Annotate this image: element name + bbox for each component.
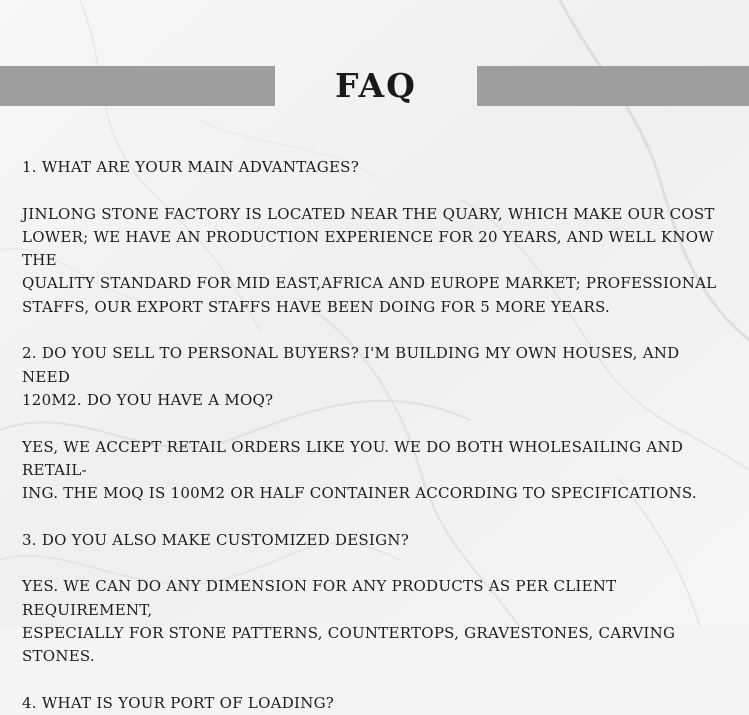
faq-question-2: 2. DO YOU SELL TO PERSONAL BUYERS? I'M BUILDING MY OWN HOUSES, AND NEED 120M2. DO YOU HAVE A MOQ? (22, 344, 680, 409)
faq-list (22, 156, 732, 715)
faq-question-3: 3. DO YOU ALSO MAKE CUSTOMIZED DESIGN? (22, 530, 410, 549)
header-bar-right (477, 66, 749, 106)
header-bar-left (0, 66, 275, 106)
faq-answer-1: JINLONG STONE FACTORY IS LOCATED NEAR THE QUARY, WHICH MAKE OUR COST LOWER; WE HAVE AN PRODUCTION EXPERIENCE FOR 20 YEARS, AND WELL KNOW THE QUALITY STANDARD FOR MID EAST,AFRICA AND EUROPE MARKET; PROFESSIONAL STAFFS, OUR EXPORT STAFFS HAVE BEEN DOING FOR 5 MORE YEARS. (22, 204, 717, 316)
faq-answer-2: YES, WE ACCEPT RETAIL ORDERS LIKE YOU. WE DO BOTH WHOLESAILING AND RETAIL- ING. THE MOQ IS 100M2 OR HALF CONTAINER ACCORDING TO SPECIFICATIONS. (22, 437, 697, 503)
page-title: FAQ (335, 66, 417, 105)
faq-answer-3: YES. WE CAN DO ANY DIMENSION FOR ANY PRODUCTS AS PER CLIENT REQUIREMENT, ESPECIALLY FOR STONE PATTERNS, COUNTERTOPS, GRAVESTONES, CARVING STONES. (22, 577, 676, 666)
faq-question-1: 1. WHAT ARE YOUR MAIN ADVANTAGES? (22, 158, 360, 176)
faq-question-4: 4. WHAT IS YOUR PORT OF LOADING? (22, 693, 335, 712)
